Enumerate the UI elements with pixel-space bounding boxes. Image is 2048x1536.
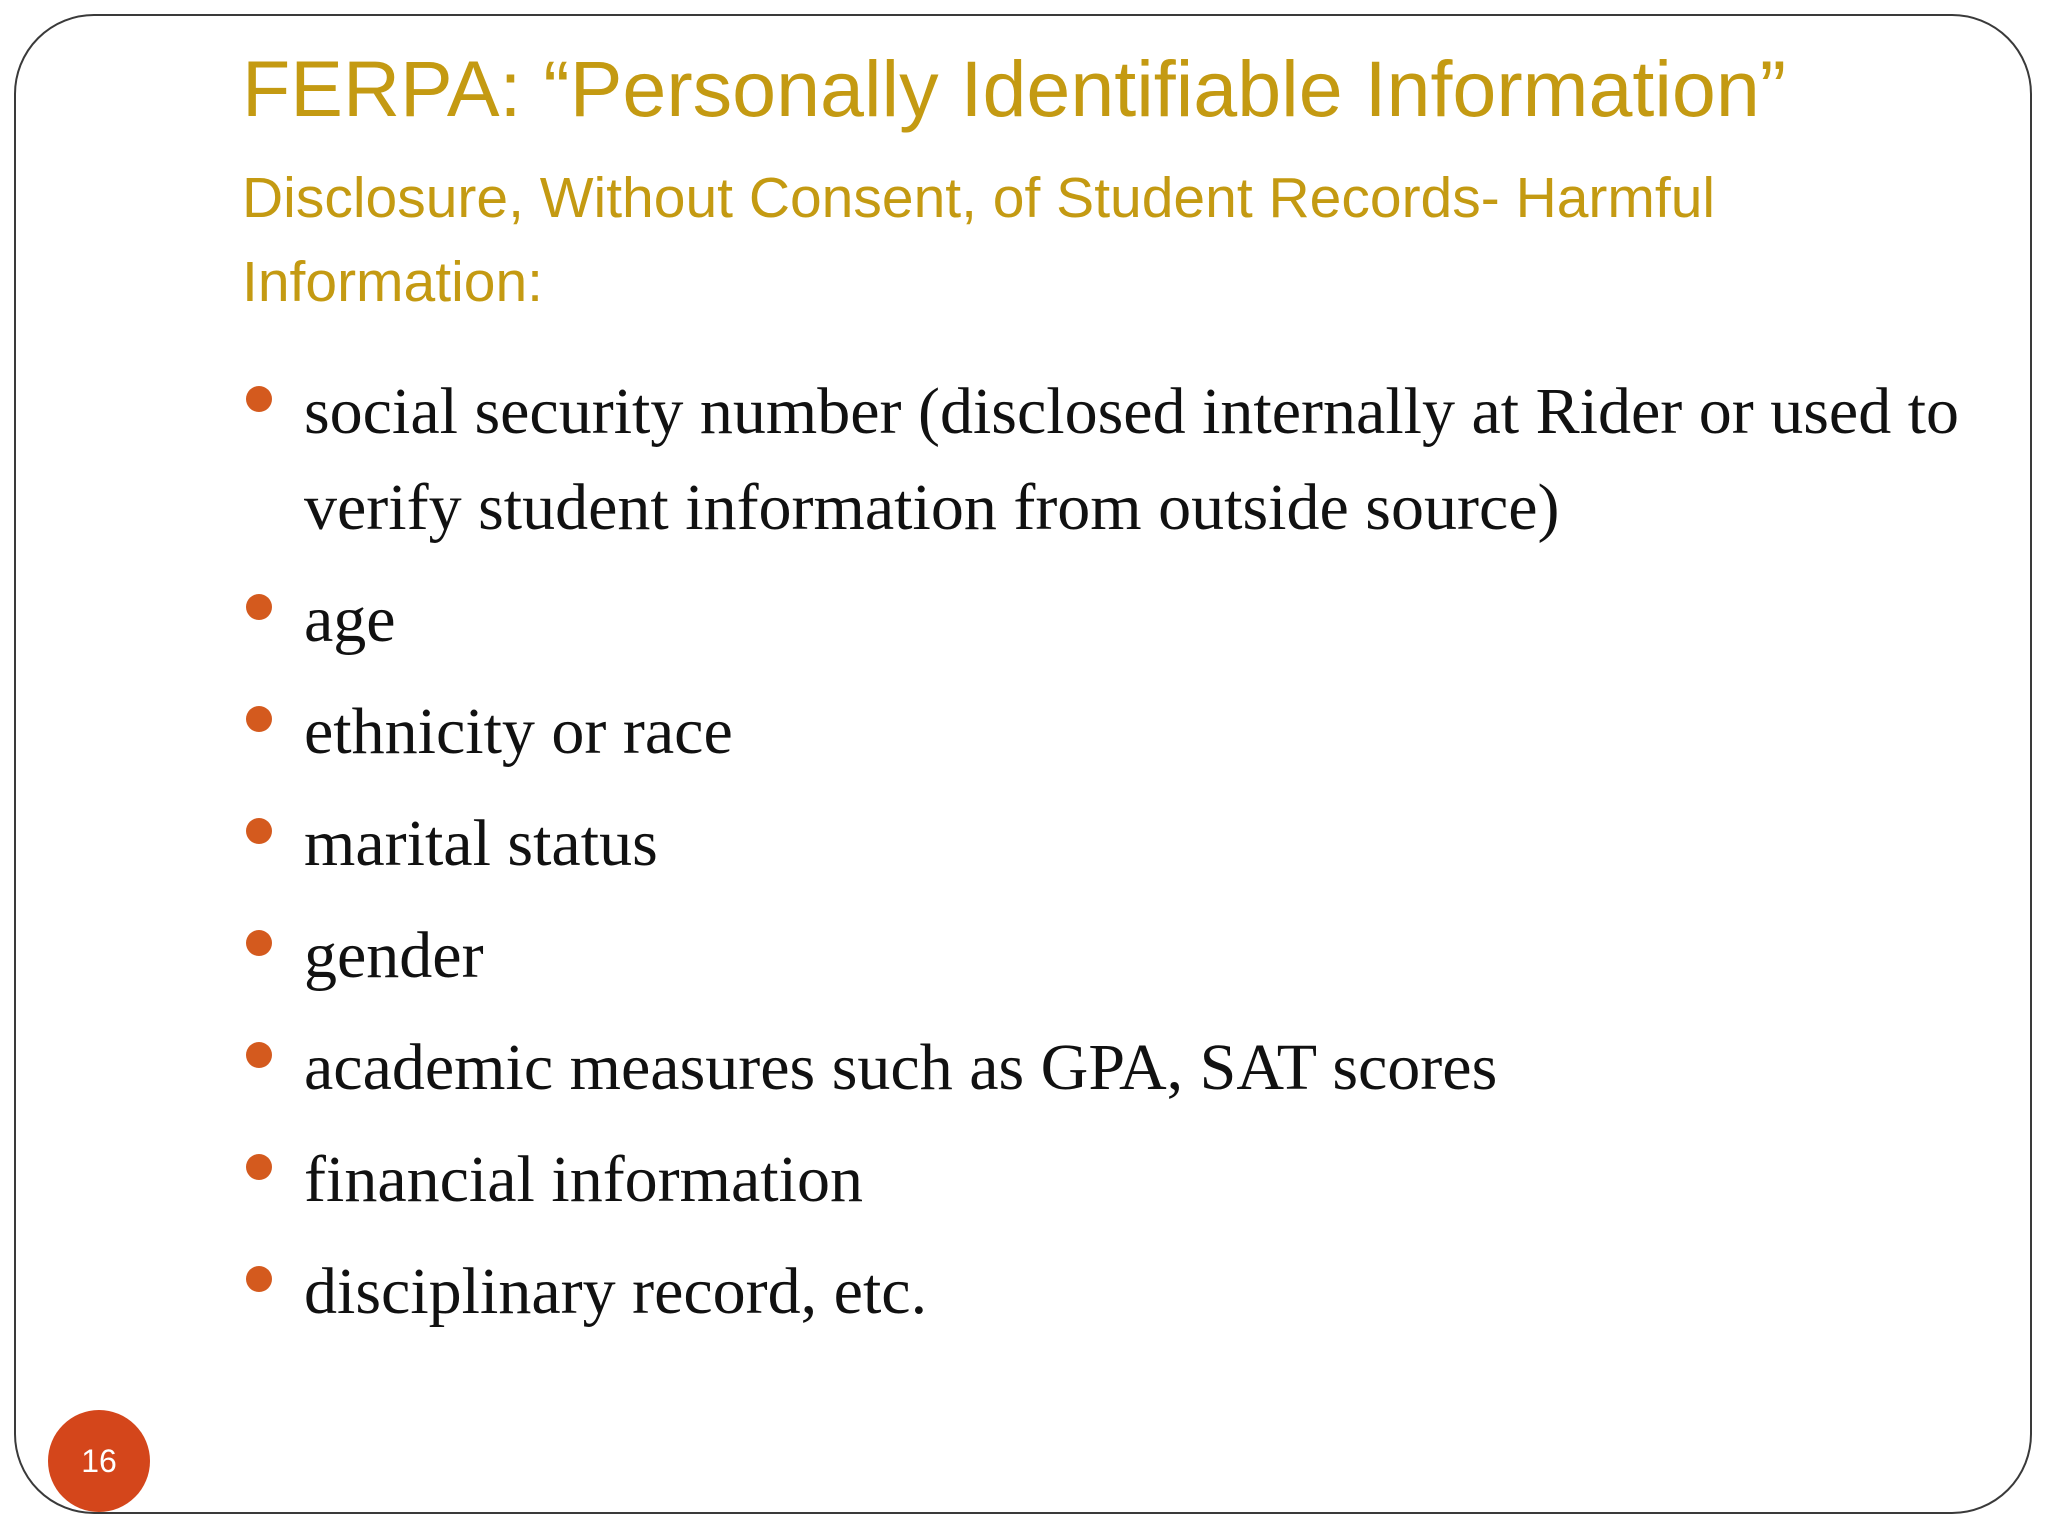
bullet-text: gender xyxy=(304,919,484,992)
bullet-text: age xyxy=(304,583,396,656)
slide-subtitle: Disclosure, Without Consent, of Student Records- Harmful Information: xyxy=(242,166,1716,314)
bullet-list xyxy=(242,364,1962,1356)
bullet-dot-icon xyxy=(246,386,272,412)
bullet-text: marital status xyxy=(304,807,658,880)
bullet-item-age xyxy=(242,572,1962,668)
bullet-item-ssn xyxy=(242,364,1962,556)
slide-title: FERPA: “Personally Identifiable Information” xyxy=(242,44,1787,133)
bullet-item-disciplinary-record xyxy=(242,1244,1962,1340)
bullet-text: disciplinary record, etc. xyxy=(304,1255,928,1328)
bullet-dot-icon xyxy=(246,1266,272,1292)
bullet-item-marital-status xyxy=(242,796,1962,892)
bullet-text: social security number (disclosed internally at Rider or used to verify student information from outside source) xyxy=(304,375,1960,544)
bullet-dot-icon xyxy=(246,930,272,956)
bullet-dot-icon xyxy=(246,706,272,732)
bullet-item-ethnicity xyxy=(242,684,1962,780)
bullet-item-academic-measures xyxy=(242,1020,1962,1116)
bullet-text: academic measures such as GPA, SAT scores xyxy=(304,1031,1498,1104)
bullet-dot-icon xyxy=(246,1154,272,1180)
bullet-dot-icon xyxy=(246,594,272,620)
page-number-badge: 16 xyxy=(48,1410,150,1512)
bullet-text: financial information xyxy=(304,1143,863,1216)
slide-frame xyxy=(14,14,2032,1514)
bullet-dot-icon xyxy=(246,1042,272,1068)
bullet-text: ethnicity or race xyxy=(304,695,733,768)
bullet-item-gender xyxy=(242,908,1962,1004)
bullet-item-financial-information xyxy=(242,1132,1962,1228)
bullet-dot-icon xyxy=(246,818,272,844)
